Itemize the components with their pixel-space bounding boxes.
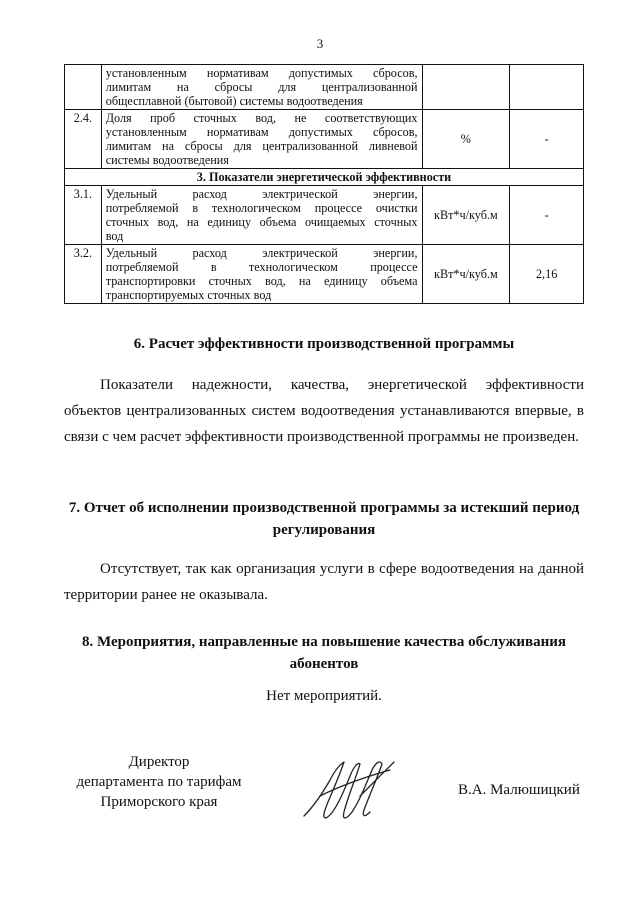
row-description: [101, 245, 422, 304]
desc-line: вод: [105, 229, 124, 243]
desc-line: транспортируемых сточных вод: [105, 288, 272, 302]
handwritten-signature: [300, 756, 400, 828]
section-7-title-line1: 7. Отчет об исполнении производственной программы за истекший период: [68, 500, 580, 516]
table-row: [65, 245, 584, 304]
desc-line: потребляемой в технологическом процессе: [105, 260, 418, 274]
row-value: -: [510, 186, 584, 245]
signatory-position: [64, 752, 254, 812]
row-unit: [422, 65, 510, 110]
row-description: [101, 65, 422, 110]
table-section-heading: 3. Показатели энергетической эффективности: [65, 169, 584, 186]
row-unit: %: [422, 110, 510, 169]
row-number: 3.2.: [65, 245, 102, 304]
desc-line: установленным нормативам допустимых сбросов,: [105, 66, 418, 80]
position-line1: Директор: [128, 754, 190, 770]
desc-line: сточных вод, на единицу объема очищаемых сточных: [105, 215, 418, 229]
section-8-text: Нет мероприятий.: [266, 688, 382, 704]
row-number: 2.4.: [65, 110, 102, 169]
desc-line: Удельный расход электрической энергии,: [105, 187, 418, 201]
section-6-text: Показатели надежности, качества, энергетической эффективности объектов централизованных систем водоотведения устанавливаются впервые, в связи с чем расчет эффективности производственной программы не произведен.: [64, 377, 584, 445]
row-value: -: [510, 110, 584, 169]
section-8-title-line2: абонентов: [289, 656, 359, 672]
indicators-table: [64, 64, 584, 304]
desc-line: общесплавной (бытовой) системы водоотведения: [105, 94, 363, 108]
table-row: [65, 186, 584, 245]
row-number: [65, 65, 102, 110]
position-line2: департамента по тарифам: [76, 774, 242, 790]
section-6-title: 6. Расчет эффективности производственной программы: [133, 336, 515, 352]
table-row: [65, 110, 584, 169]
table-section-row: [65, 169, 584, 186]
desc-line: транспортировки сточных вод, на единицу объема: [105, 274, 418, 288]
desc-line: Доля проб сточных вод, не соответствующих: [105, 111, 418, 125]
row-description: [101, 110, 422, 169]
section-7-title: [64, 497, 584, 541]
row-number: 3.1.: [65, 186, 102, 245]
row-unit: кВт*ч/куб.м: [422, 186, 510, 245]
desc-line: системы водоотведения: [105, 153, 229, 167]
page-number: 3: [316, 36, 324, 51]
row-value: 2,16: [510, 245, 584, 304]
row-description: [101, 186, 422, 245]
section-7-text: Отсутствует, так как организация услуги в сфере водоотведения на данной территории ранее не оказывала.: [64, 561, 584, 603]
row-value: [510, 65, 584, 110]
desc-line: установленным нормативам допустимых сбросов,: [105, 125, 418, 139]
desc-line: Удельный расход электрической энергии,: [105, 246, 418, 260]
desc-line: лимитам на сбросы для централизованной: [105, 80, 418, 94]
position-line3: Приморского края: [100, 794, 218, 810]
table-row: [65, 65, 584, 110]
section-8-title-line1: 8. Мероприятия, направленные на повышение качества обслуживания: [81, 634, 566, 650]
section-7-title-line2: регулирования: [272, 522, 376, 538]
desc-line: потребляемой в технологическом процессе очистки: [105, 201, 418, 215]
row-unit: кВт*ч/куб.м: [422, 245, 510, 304]
desc-line: лимитам на сбросы для централизованной ливневой: [105, 139, 418, 153]
section-8-title: [64, 631, 584, 675]
signatory-name: В.А. Малюшицкий: [458, 782, 580, 798]
